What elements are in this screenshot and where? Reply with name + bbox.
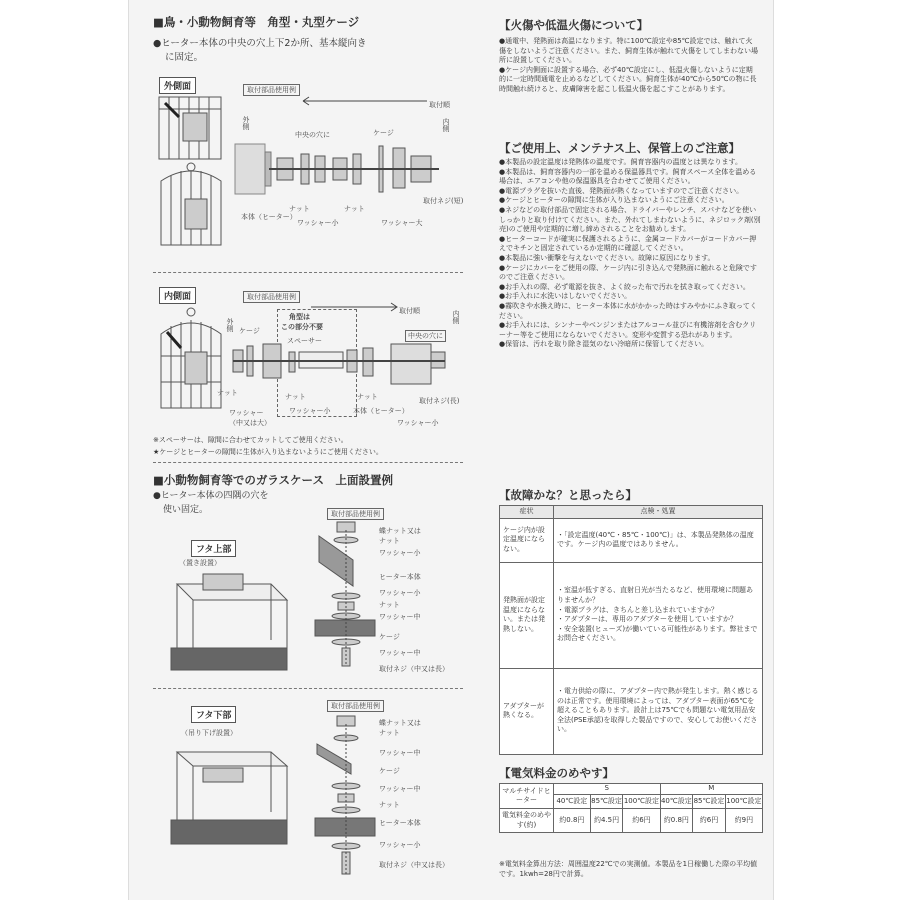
- table-row: [500, 562, 763, 668]
- elec-value: 約0.8円: [660, 809, 693, 833]
- washer-m-label-4: ワッシャー中: [379, 785, 421, 793]
- section-glass-body-1: ●ヒーター本体の四隅の穴を: [153, 491, 269, 501]
- table-row: [500, 668, 763, 754]
- wing-nut-label-2: 蝶ナット又はナット: [379, 719, 421, 737]
- screw-short-label: 取付ネジ(短): [423, 197, 464, 205]
- parts-example-label: 取付部品使用例: [243, 84, 300, 96]
- divider-3: [153, 688, 463, 689]
- lid-top-label: フタ上部: [191, 540, 236, 557]
- care-item: ●本製品は、飼育容器内の一部を温める保温器具です。飼育スペース全体を温める場合は、エアコンや他の保温器具を合わせてご使用ください。: [499, 167, 757, 186]
- burn-item: ●ケージ内側面に設置する場合、必ず40℃設定にし、低温火傷しないように定期的に一定時間通電を止めるなどしてください。飼育生体が40℃から50℃の物に長時間触れ続けると、皮膚障害を起こし低温火傷を起こすことがあります。: [499, 65, 757, 93]
- table-row: [500, 809, 763, 833]
- inside-label: 内側: [442, 118, 450, 132]
- washer-large-label: ワッシャー大: [381, 219, 423, 227]
- cage-illustration-outer: [155, 95, 231, 265]
- arrow-icon: [167, 332, 181, 348]
- wing-nut-label-1: 蝶ナット又はナット: [379, 527, 421, 545]
- parts-stack-bottom: [313, 714, 383, 880]
- fault-symptom: 発熱面が設定温度にならない。または発熱しない。: [500, 562, 554, 668]
- mount-order-label-2: 取付順: [399, 307, 420, 315]
- arrow-icon: [165, 103, 179, 117]
- fault-head-check: 点検・処置: [554, 506, 763, 519]
- elec-size-s: S: [554, 784, 661, 795]
- fault-check: ・電力供給の際に、アダプター内で熱が発生します。熱く感じるのは正常です。使用環境によっては、アダプター表面が65℃を超えることもあります。設計上は75℃でも問題ない電気用品安全法(PSE承認)を取得した製品ですので、安心してお使いください。: [554, 668, 763, 754]
- fault-symptom: アダプターが熱くなる。: [500, 668, 554, 754]
- lid-bottom-sub: （吊り下げ設置）: [181, 729, 237, 737]
- glass-case-top-illustration: [163, 570, 291, 676]
- burn-title: 【火傷や低温火傷について】: [499, 18, 649, 32]
- elec-size-m: M: [660, 784, 762, 795]
- care-item: ●霧吹きや水換え時に、ヒーター本体に水がかかった時はすみやかにふき取ってください。: [499, 301, 757, 320]
- table-row: [500, 518, 763, 562]
- washer-small-label-1: ワッシャー小: [297, 219, 339, 227]
- elec-temp: 40℃設定: [554, 794, 591, 809]
- parts-example-label-2: 取付部品使用例: [243, 291, 300, 303]
- corner-note-2: この部分不要: [281, 323, 323, 331]
- care-item: ●保管は、汚れを取り除き湿気のない冷暗所に保管してください。: [499, 340, 709, 349]
- elec-table: [499, 783, 763, 833]
- elec-temp: 100℃設定: [725, 794, 762, 809]
- nut-label-1: ナット: [289, 205, 310, 213]
- elec-value: 約9円: [725, 809, 762, 833]
- note-gap: ★ケージとヒーターの隙間に生体が入り込まないようにご使用ください。: [153, 448, 383, 456]
- screw-long-label: 取付ネジ(長): [419, 397, 460, 405]
- care-item: ●本製品に強い衝撃を与えないでください。故障に原因になります。: [499, 253, 715, 262]
- nut-label-7: ナット: [379, 801, 400, 809]
- spacer-label: スペーサー: [287, 337, 322, 345]
- washer-s-label-2: ワッシャー小: [379, 589, 421, 597]
- nut-label-4: ナット: [285, 393, 306, 401]
- elec-temp: 85℃設定: [590, 794, 623, 809]
- heater-body-label-2: ヒーター本体: [379, 819, 421, 827]
- care-item: ●ネジなどの取付部品で固定される場合、ドライバーやレンチ、スパナなどを使いしっかりと取り付けてください。また、外れてしまわないように、ネジロック剤(別売)のご使用や定期的に増し締めされることをお勧めします。: [499, 205, 761, 234]
- washer-m-label-2: ワッシャー中: [379, 649, 421, 657]
- manual-page: [128, 0, 774, 900]
- nut-label-2: ナット: [344, 205, 365, 213]
- washer-s-label-1: ワッシャー小: [379, 549, 421, 557]
- washer-m-label-1: ワッシャー中: [379, 613, 421, 621]
- inside-label-2: 内側: [452, 310, 460, 324]
- burn-item: ●通電中、発熱面は高温になります。特に100℃設定や85℃設定では、触れて火傷をしないようご注意ください。また、飼育生体が触れて火傷をしてしまわない場所に設置してください。: [499, 37, 758, 65]
- care-item: ●ケージにカバーをご使用の際、ケージ内に引き込んで発熱面に触れると危険ですのでご注意ください。: [499, 263, 757, 282]
- fault-table: [499, 505, 763, 755]
- care-item: ●ヒーターコードが確実に保護されるように、金属コードカバーがコードカバー押えでキチンと固定されているか定期的に確認してください。: [499, 234, 757, 253]
- elec-title: 【電気料金のめやす】: [499, 766, 614, 780]
- body-heater-label-1: 本体（ヒーター）: [241, 213, 297, 221]
- burn-list: [499, 37, 759, 95]
- care-item: ●電源プラグを抜いた直後、発熱面が熱くなっていますのでご注意ください。: [499, 186, 744, 195]
- section-cage-body-1: ●ヒーター本体の中央の穴上下2か所、基本縦向き: [153, 38, 367, 49]
- elec-note: ※電気料金算出方法：周囲温度22℃での実測値。本製品を1日稼働した際の平均値です。1kwh=28円で計算。: [499, 860, 758, 878]
- note-spacer: ※スペーサーは、隙間に合わせてカットしてご使用ください。: [153, 436, 348, 444]
- care-item: ●お手入れの際、必ず電源を抜き、よく絞った布で汚れを拭き取ってください。: [499, 282, 750, 291]
- parts-example-label-3: 取付部品使用例: [327, 508, 384, 520]
- section-glass-body-2: 使い固定。: [163, 505, 209, 515]
- elec-row-label: 電気料金のめやす(約): [500, 809, 554, 833]
- care-item: ●お手入れには、シンナーやベンジンまたはアルコール並びに有機溶剤を含むクリーナー等をご使用にならないでください。変形や変質する恐れがあります。: [499, 321, 757, 339]
- body-heater-label-2: 本体（ヒーター）: [353, 407, 409, 415]
- elec-temp: 40℃設定: [660, 794, 693, 809]
- washer-mid-large-label: ワッシャー（中又は大）: [229, 409, 271, 427]
- lid-top-sub: （置き設置）: [179, 559, 221, 567]
- screw-label-2: 取付ネジ（中又は長）: [379, 861, 449, 869]
- washer-small-label-2: ワッシャー小: [289, 407, 331, 415]
- elec-model: マルチサイドヒーター: [500, 784, 554, 809]
- care-title: 【ご使用上、メンテナス上、保管上のご注意】: [499, 141, 741, 155]
- center-hole-label-2: 中央の穴に: [405, 330, 446, 342]
- nut-label-6: ナット: [379, 601, 400, 609]
- fault-symptom: ケージ内が設定温度にならない。: [500, 518, 554, 562]
- cage-label-4: ケージ: [379, 767, 400, 775]
- divider-2: [153, 462, 463, 463]
- parts-stack-top: [313, 520, 383, 670]
- elec-value: 約6円: [693, 809, 726, 833]
- section-cage-body-2: に固定。: [165, 52, 204, 63]
- inner-side-label: 内側面: [159, 287, 196, 304]
- washer-m-label-3: ワッシャー中: [379, 749, 421, 757]
- cage-label-2: ケージ: [239, 327, 260, 335]
- center-hole-label: 中央の穴に: [295, 131, 330, 139]
- elec-value: 約6円: [623, 809, 660, 833]
- divider: [153, 272, 463, 273]
- corner-note-1: 角型は: [289, 313, 310, 321]
- fault-title: 【故障かな？と思ったら】: [499, 488, 637, 502]
- fault-check: ・「設定温度(40℃・85℃・100℃)」は、本製品発熱体の温度です。ケージ内の温度ではありません。: [554, 518, 763, 562]
- lid-bottom-label: フタ下部: [191, 706, 236, 723]
- section-glass-title: ■小動物飼育等でのガラスケース 上面設置例: [153, 473, 393, 487]
- outside-label: 外側: [242, 116, 250, 130]
- outer-side-label: 外側面: [159, 77, 196, 94]
- elec-temp: 85℃設定: [693, 794, 726, 809]
- elec-value: 約4.5円: [590, 809, 623, 833]
- mount-order-label: 取付順: [429, 101, 450, 109]
- elec-value: 約0.8円: [554, 809, 591, 833]
- nut-label-3: ナット: [217, 389, 238, 397]
- outside-label-2: 外側: [226, 318, 234, 332]
- cage-label-3: ケージ: [379, 633, 400, 641]
- cage-label: ケージ: [373, 129, 394, 137]
- nut-label-5: ナット: [357, 393, 378, 401]
- parts-example-label-4: 取付部品使用例: [327, 700, 384, 712]
- washer-small-label-3: ワッシャー小: [397, 419, 439, 427]
- screw-label-1: 取付ネジ（中又は長）: [379, 665, 449, 673]
- elec-temp: 100℃設定: [623, 794, 660, 809]
- fault-check: ・室温が低すぎる、直射日光が当たるなど、使用環境に問題ありませんか？ ・電源プラグは、きちんと差し込まれていますか？ ・アダプターは、専用のアダプターを使用していますか？ ・安全装置(ヒューズ)が働いている可能性があります。弊社までお問合せください。: [554, 562, 763, 668]
- inner-parts-diagram: [225, 340, 455, 388]
- fault-head-symptom: 症状: [500, 506, 554, 519]
- washer-s-label-3: ワッシャー小: [379, 841, 421, 849]
- heater-body-label-1: ヒーター本体: [379, 573, 421, 581]
- glass-case-bottom-illustration: [163, 740, 291, 850]
- care-item: ●本製品の設定温度は発熱体の温度です。飼育容器内の温度とは異なります。: [499, 158, 742, 166]
- care-item: ●お手入れに水洗いはしないでください。: [499, 292, 632, 301]
- care-list: [499, 158, 761, 350]
- mount-order-arrow: [301, 96, 429, 106]
- section-cage-title: ■鳥・小動物飼育等 角型・丸型ケージ: [153, 15, 360, 29]
- care-item: ●ケージとヒーターの隙間に生体が入り込まないようにご注意ください。: [499, 196, 729, 205]
